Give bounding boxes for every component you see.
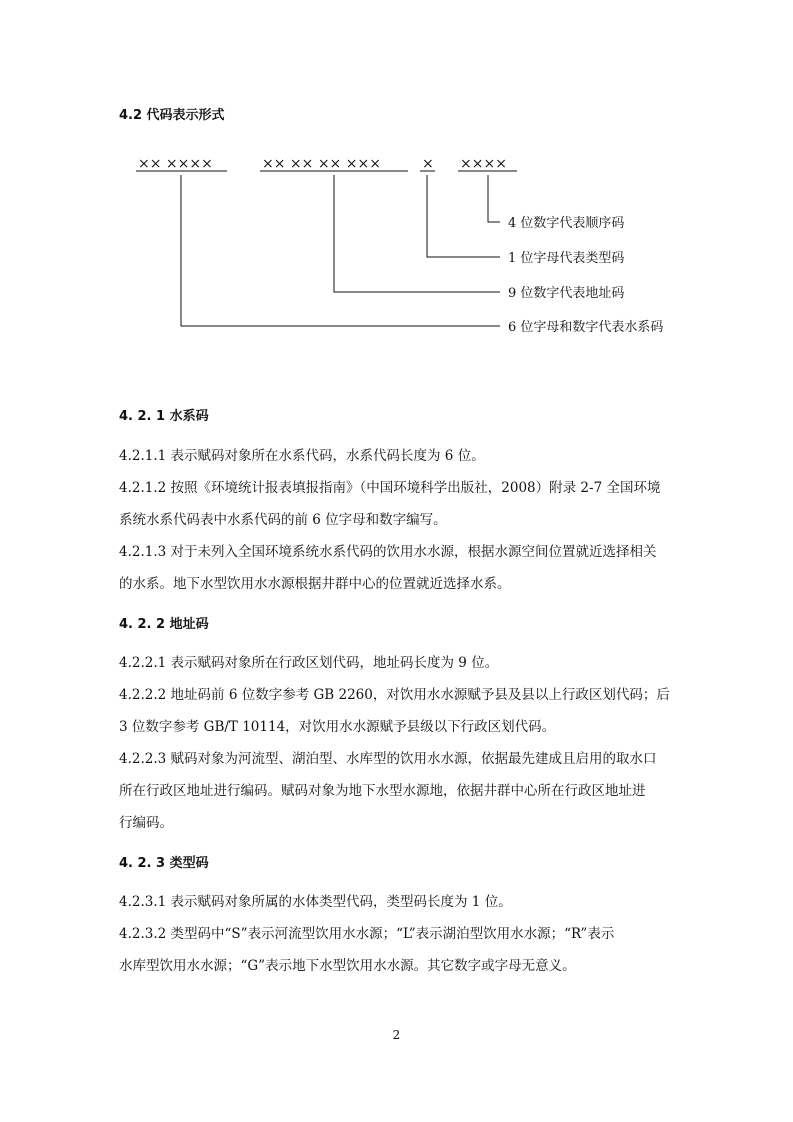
connector-sequence [488,175,500,222]
section-heading-water-system-code: 4. 2. 1 水系码 [119,409,209,424]
paragraph-4-2-2-2 [119,679,675,743]
paragraph-4-2-1-3 [119,536,675,600]
text-line: 4.2.2.2 地址码前 6 位数字参考 GB 2260，对饮用水水源赋予县及县以上行政区划代码；后 [119,687,670,703]
paragraph-4-2-3-1 [119,886,675,918]
text-line: 4.2.2.1 表示赋码对象所在行政区划代码，地址码长度为 9 位。 [119,655,499,671]
section-title: 4.2 代码表示形式 [119,108,225,123]
connector-type [427,175,500,257]
label-sequence-code: 4 位数字代表顺序码 [508,216,625,231]
connector-address [334,175,500,292]
text-line: 4.2.3.1 表示赋码对象所属的水体类型代码，类型码长度为 1 位。 [119,894,512,910]
paragraph-4-2-2-3 [119,743,675,839]
code-group-water-system: ×× ×××× [138,156,213,172]
text-line: 系统水系代码表中水系代码的前 6 位字母和数字编写。 [119,512,447,528]
text-line: 4.2.1.1 表示赋码对象所在水系代码，水系代码长度为 6 位。 [119,448,485,464]
code-group-address: ×× ×× ×× ××× [262,156,381,172]
text-line: 所在行政区地址进行编码。赋码对象为地下水型水源地，依据井群中心所在行政区地址进 [119,783,646,799]
text-line: 4.2.1.2 按照《环境统计报表填报指南》（中国环境科学出版社，2008）附录 2-7 全国环境 [119,480,661,496]
code-group-type: × [422,156,434,172]
connector-water-system [181,175,500,326]
text-line: 水库型饮用水水源；“G”表示地下水型饮用水水源。其它数字或字母无意义。 [119,958,576,974]
text-line: 的水系。地下水型饮用水水源根据井群中心的位置就近选择水系。 [119,576,511,592]
label-address-code: 9 位数字代表地址码 [508,286,625,301]
paragraph-4-2-3-2 [119,918,675,982]
text-line: 4.2.3.2 类型码中“S”表示河流型饮用水水源；“L”表示湖泊型饮用水水源；“R”表示 [119,926,615,942]
code-structure-diagram [0,140,793,350]
paragraph-4-2-2-1 [119,647,675,679]
paragraph-4-2-1-1 [119,440,675,472]
section-heading-address-code: 4. 2. 2 地址码 [119,617,209,632]
label-type-code: 1 位字母代表类型码 [508,251,625,266]
section-heading-type-code: 4. 2. 3 类型码 [119,856,209,871]
text-line: 4.2.1.3 对于未列入全国环境系统水系代码的饮用水水源，根据水源空间位置就近选择相关 [119,544,657,560]
text-line: 行编码。 [119,815,173,831]
text-line: 4.2.2.3 赋码对象为河流型、湖泊型、水库型的饮用水水源，依据最先建成且启用的取水口 [119,751,657,767]
page-number: 2 [392,1028,401,1042]
code-group-sequence: ×××× [460,156,507,172]
paragraph-4-2-1-2 [119,472,675,536]
label-water-system-code: 6 位字母和数字代表水系码 [508,320,664,335]
text-line: 3 位数字参考 GB/T 10114，对饮用水水源赋予县级以下行政区划代码。 [119,719,556,735]
